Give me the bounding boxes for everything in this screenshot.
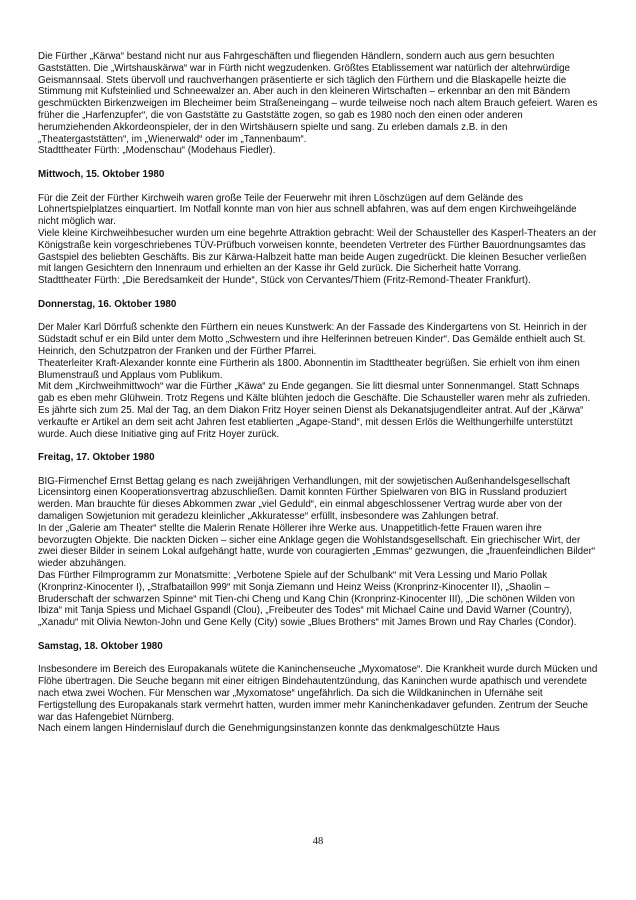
text-segment: Viele kleine Kirchweihbesucher wurden um eine begehrte Attraktion gebracht: Weil der Schausteller des Kasperl-Theaters an der Königstraße kein vorgeschriebenes TÜV-Prüfbuch vorweisen konnte, beendeten Vertreter des Fürther Bauordnungsamtes das Gastspiel des beliebten Geschäfts. Bis zur Kärwa-Halbzeit hatte man beide Augen zugedrückt. Die kleinen Besucher verließen mit langen Gesichtern den Innenraum und erhielten an der Kasse ihr Geld zurück. Die Sicherheit hatte Vorrang.	[38, 227, 597, 275]
text-segment: Stadttheater Fürth: „Modenschau“ (Modehaus Fiedler).	[38, 145, 276, 157]
text-segment: Die Fürther „Kärwa“ bestand nicht nur aus Fahrgeschäften und fliegenden Händlern, sondern auch aus gern besuchten Gaststätten. Die „Wirtshauskärwa“ war in Fürth nicht wegzudenken. Größtes Etablissement war natürlich der altehrwürdige Geismannsaal. Stets übervoll und rauchverhangen präsentierte er sich täglich den Fürthern und die Blaskapelle heizte die Stimmung mit Kufsteinlied und Schneewalzer an. Aber auch in den kleineren Wirtschaften – erkennbar an den mit Bändern geschmückten Birkenzweigen im Blecheimer beim Straßeneingang – wurde teilweise noch nach altem Brauch gefeiert. Waren es früher die „Harfenzupfer“, die von Gaststätte zu Gaststätte zogen, so gab es 1980 noch den einen oder anderen herumziehenden Akkordeonspieler, der in den Wirtshäusern spielte und sang. Zu erleben damals z.B. in den „Theatergaststätten“, im „Wienerwald“ oder im „Tannenbaum“.	[38, 51, 598, 145]
heading-donnerstag-16-oktober-1980: Donnerstag, 16. Oktober 1980	[38, 298, 177, 310]
paragraph-mittwoch	[38, 193, 598, 287]
heading-samstag-18-oktober-1980: Samstag, 18. Oktober 1980	[38, 640, 163, 652]
page-body	[38, 51, 598, 735]
text-segment: Der Maler Karl Dörrfuß schenkte den Fürthern ein neues Kunstwerk: An der Fassade des Kindergartens von St. Heinrich in der Südstadt schuf er ein Bild unter dem Motto „Schwestern und ihre Helferinnen betreuen Kinder“. Das Gemälde enthielt auch St. Heinrich, den Schutzpatron der Franken und der Fürther Pfarrei.	[38, 322, 587, 357]
paragraph-samstag	[38, 664, 598, 735]
heading-freitag-17-oktober-1980: Freitag, 17. Oktober 1980	[38, 452, 155, 464]
text-segment: BIG-Firmenchef Ernst Bettag gelang es nach zweijährigen Verhandlungen, mit der sowjetischen Außenhandelsgesellschaft Licensintorg einen Kooperationsvertrag abzuschließen. Damit konnten Fürther Spielwaren von BIG in Russland produziert werden. Man brauchte für dieses Abkommen zwar „viel Geduld“, ein einmal abgeschlossener Vertrag wurde aber von der damaligen Sowjetunion mit geradezu kleinlicher „Akkuratesse“ erfüllt, insbesondere was Zahlungen betraf.	[38, 475, 571, 523]
text-segment: Stadttheater Fürth: „Die Beredsamkeit der Hunde“, Stück von Cervantes/Thiem (Fritz-Remond-Theater Frankfurt).	[38, 275, 531, 287]
text-segment: Mit dem „Kirchweihmittwoch“ war die Fürther „Käwa“ zu Ende gegangen. Sie litt diesmal unter Sonnenmangel. Statt Schnaps gab es eben mehr Glühwein. Trotz Regens und Kälte blühten jedoch die Geschäfte. Die Schausteller waren mehr als zufrieden.	[38, 381, 591, 405]
paragraph-freitag	[38, 476, 598, 629]
text-segment: Insbesondere im Bereich des Europakanals wütete die Kaninchenseuche „Myxomatose“. Die Krankheit wurde durch Mücken und Flöhe übertragen. Die Seuche begann mit einer eitrigen Bindehautentzündung, das Kaninchen wurde apathisch und verendete nach etwa zwei Wochen. Für Menschen war „Myxomatose“ ungefährlich. Da sich die Wildkaninchen in Ufernähe seit Fertigstellung des Europakanals stark vermehrt hatten, wurden immer mehr Kaninchenkadaver gefunden. Zentrum der Seuche war das Hafengebiet Nürnberg.	[38, 664, 598, 723]
text-segment: Das Fürther Filmprogramm zur Monatsmitte: „Verbotene Spiele auf der Schulbank“ mit Vera Lessing und Mario Pollak (Kronprinz-Kinocenter I), „Strafbataillon 999“ mit Sonja Ziemann und Heinz Weiss (Kronprinz-Kinocenter II), „Shaolin – Bruderschaft der schwarzen Spinne“ mit Tien-chi Cheng und Kang Chin (Kronprinz-Kinocenter III), „Die schönen Wilden von Ibiza“ mit Tanja Spiess und Michael Gspandl (Clou), „Freibeuter des Todes“ mit Michael Caine und David Warner (Country), „Xanadu“ mit Olivia Newton-John und Gene Kelly (City) sowie „Blues Brothers“ mit James Brown und Ray Charles (Condor).	[38, 570, 577, 629]
paragraph-donnerstag	[38, 322, 598, 440]
page-number: 48	[312, 836, 324, 847]
paragraph-kaerwa-intro	[38, 51, 598, 157]
text-segment: Für die Zeit der Fürther Kirchweih waren große Teile der Feuerwehr mit ihren Löschzügen auf dem Gelände des Lohnertspielplatzes einquartiert. Im Notfall konnte man von hier aus schnell abfahren, was auf dem engen Kirchweihgelände nicht möglich war.	[38, 192, 577, 228]
heading-mittwoch-15-oktober-1980: Mittwoch, 15. Oktober 1980	[38, 168, 165, 180]
text-segment: In der „Galerie am Theater“ stellte die Malerin Renate Höllerer ihre Werke aus. Unappetitlich-fette Frauen waren ihre bevorzugten Objekte. Die nackten Dicken – sicher eine Anklage gegen die Wohlstandsgesellschaft. Ein griechischer Wirt, der zwei dieser Bilder in seinem Lokal aufgehängt hatte, wurde von couragierten „Emmas“ gezwungen, die „frauenfeindlichen Bilder“ wieder abzuhängen.	[38, 522, 596, 570]
text-segment: Theaterleiter Kraft-Alexander konnte eine Fürtherin als 1800. Abonnentin im Stadttheater begrüßen. Sie erhielt von ihm einen Blumenstrauß und Applaus vom Publikum.	[38, 357, 580, 381]
text-segment: Nach einem langen Hindernislauf durch die Genehmigungsinstanzen konnte das denkmalgeschützte Haus	[38, 723, 500, 735]
text-segment: Es jährte sich zum 25. Mal der Tag, an dem Diakon Fritz Hoyer seinen Dienst als Dekanatsjugendleiter antrat. Auf der „Kärwa“ verkaufte er Artikel an dem seit acht Jahren fest etablierten „Agape-Stand“, mit dessen Erlös die Welthungerhilfe unterstützt wurde. Auch diese Initiative ging auf Fritz Hoyer zurück.	[38, 404, 584, 440]
